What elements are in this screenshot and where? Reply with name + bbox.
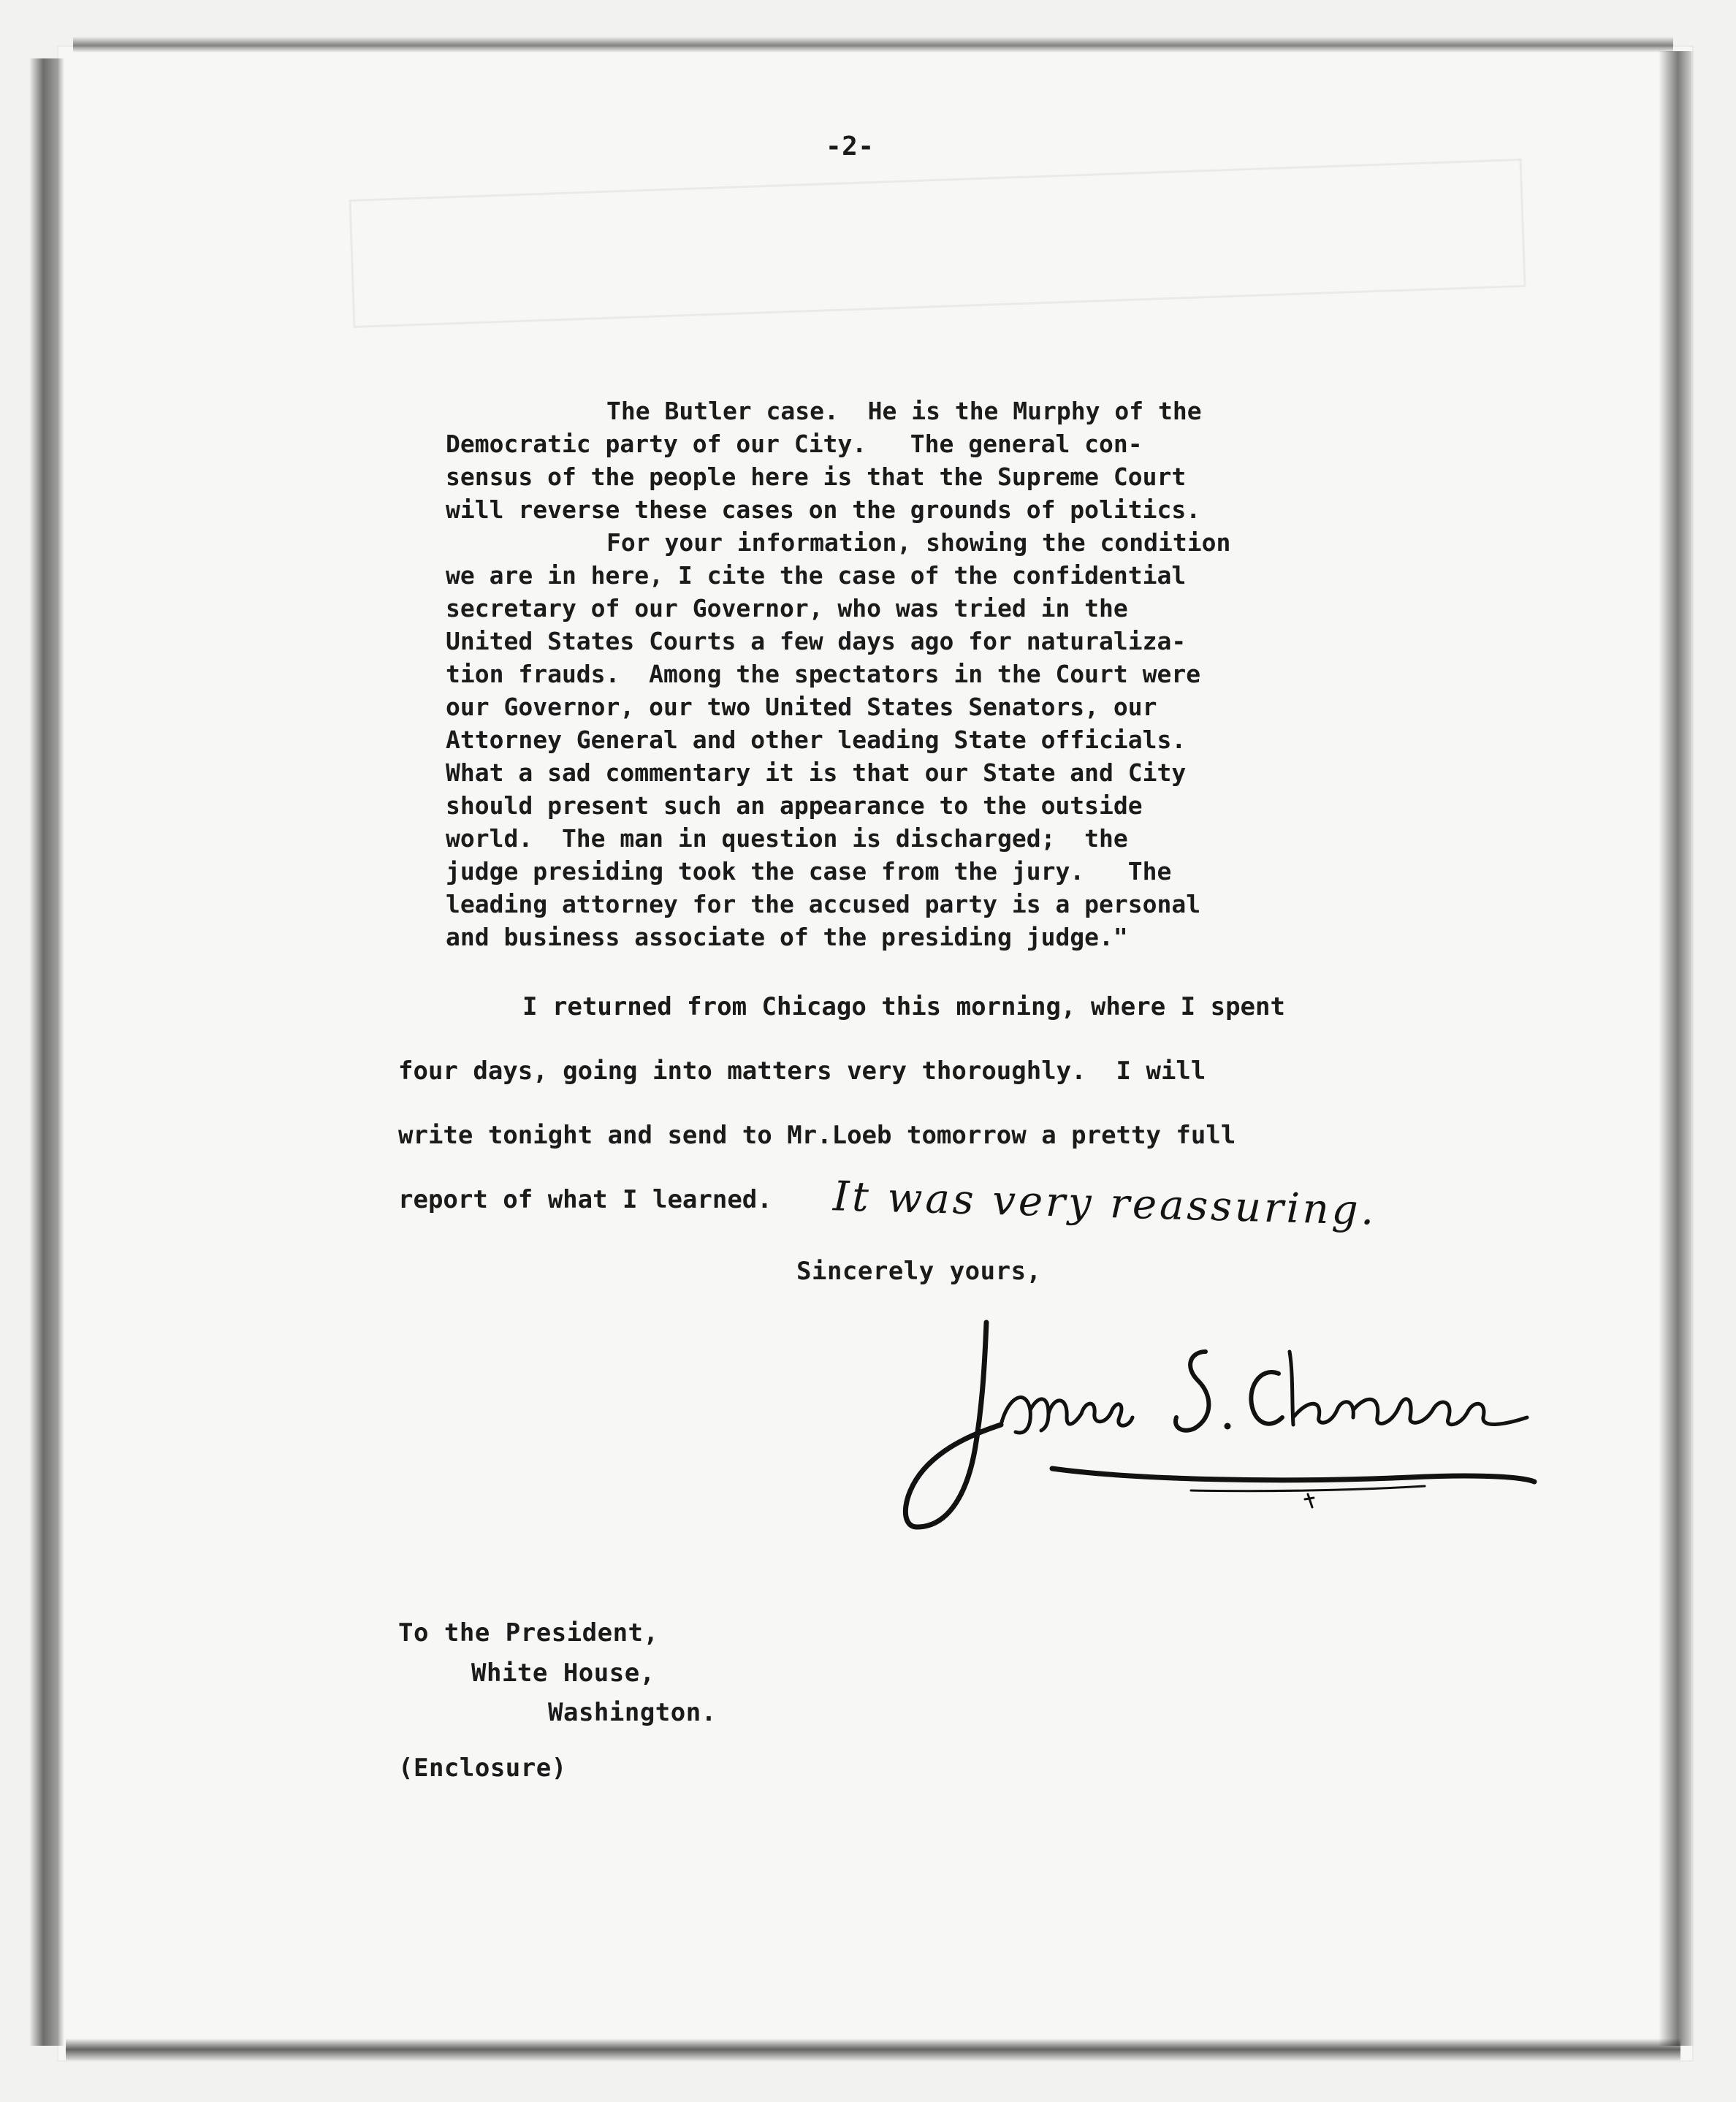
handwritten-note: It was very reassuring.	[832, 1173, 1378, 1235]
page-edge-left	[29, 58, 64, 2046]
quote-line: we are in here, I cite the case of the confidential	[446, 561, 1187, 590]
quote-line: The Butler case. He is the Murphy of the	[606, 397, 1202, 425]
page-edge-top	[73, 37, 1673, 53]
quote-line: sensus of the people here is that the Supreme Court	[446, 462, 1187, 491]
quote-line: What a sad commentary it is that our State and City	[446, 758, 1187, 787]
enclosure-note: (Enclosure)	[398, 1753, 567, 1783]
quote-line: leading attorney for the accused party is a personal	[446, 890, 1201, 918]
quote-line: Attorney General and other leading State officials.	[446, 726, 1187, 754]
quote-line: United States Courts a few days ago for naturaliza-	[446, 627, 1187, 655]
recipient-line-3: Washington.	[548, 1698, 717, 1727]
quote-line: For your information, showing the condition	[606, 528, 1231, 557]
page-edge-bottom	[66, 2038, 1680, 2060]
signature	[899, 1308, 1556, 1542]
quote-line: secretary of our Governor, who was tried in the	[446, 594, 1128, 622]
body-line: report of what I learned.	[398, 1185, 772, 1214]
page-edge-right	[1659, 51, 1694, 2046]
quote-line: our Governor, our two United States Senators, our	[446, 693, 1157, 721]
body-line: write tonight and send to Mr.Loeb tomorrow a pretty full	[398, 1121, 1236, 1150]
quote-line: tion frauds. Among the spectators in the Court were	[446, 660, 1201, 688]
quote-line: will reverse these cases on the grounds of politics.	[446, 495, 1201, 524]
body-line: four days, going into matters very thoroughly. I will	[398, 1056, 1206, 1086]
quote-line: judge presiding took the case from the jury. The	[446, 857, 1172, 886]
page-number: -2-	[826, 132, 875, 161]
recipient-line-2: White House,	[471, 1659, 655, 1688]
quote-line: world. The man in question is discharged; the	[446, 824, 1128, 853]
quote-line: Democratic party of our City. The general con-	[446, 430, 1143, 458]
recipient-line-1: To the President,	[398, 1618, 659, 1648]
body-line: I returned from Chicago this morning, where I spent	[522, 992, 1285, 1021]
quote-line: should present such an appearance to the outside	[446, 791, 1143, 820]
quote-line: and business associate of the presiding judge."	[446, 923, 1128, 951]
quoted-passage	[446, 395, 1308, 953]
closing-salutation: Sincerely yours,	[796, 1257, 1042, 1286]
